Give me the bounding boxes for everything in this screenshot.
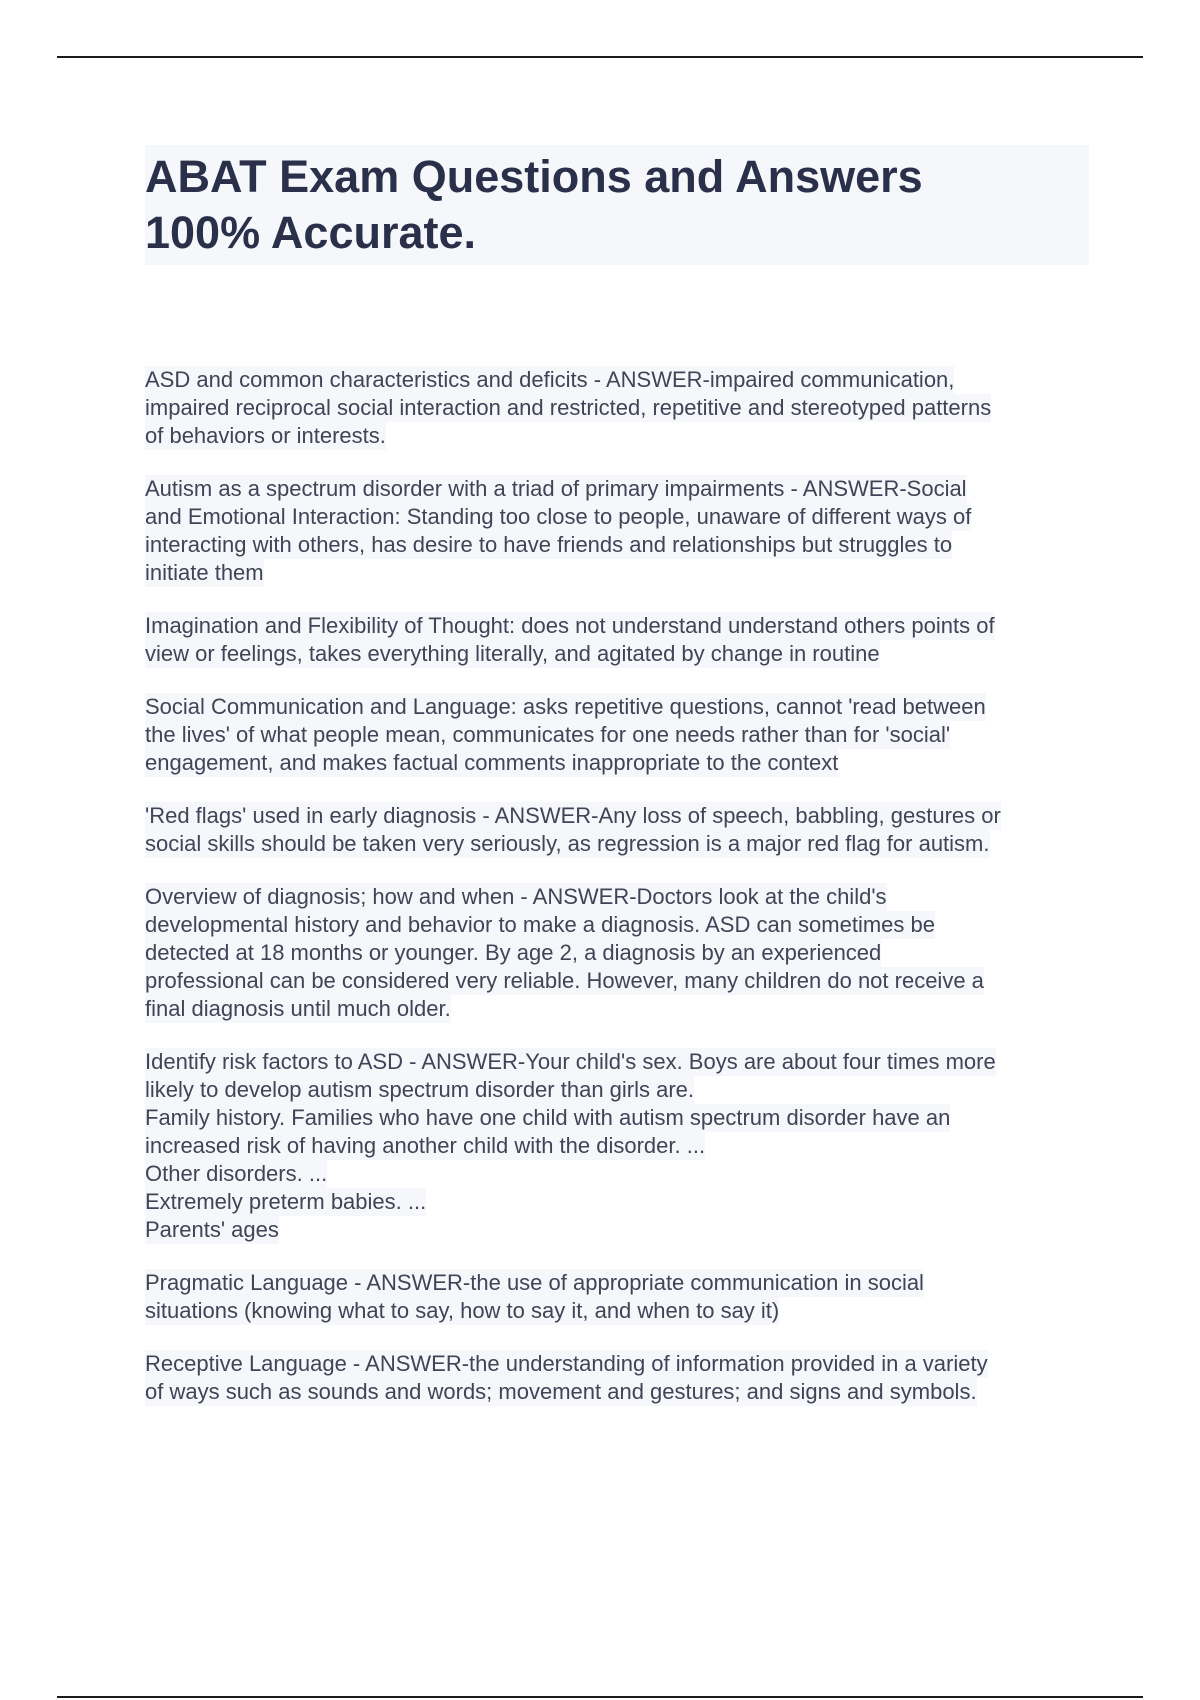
text-line: Imagination and Flexibility of Thought: does not understand understand others points of	[145, 613, 995, 638]
text-line: final diagnosis until much older.	[145, 996, 451, 1021]
qa-entry-receptive-language	[145, 1350, 1095, 1406]
text-line: Family history. Families who have one child with autism spectrum disorder have an	[145, 1105, 951, 1130]
title-line-2: 100% Accurate.	[145, 207, 477, 258]
qa-entry-social-communication	[145, 693, 1095, 777]
text-line: Parents' ages	[145, 1217, 279, 1242]
text-line: interacting with others, has desire to have friends and relationships but struggles to	[145, 532, 953, 557]
text-line: Autism as a spectrum disorder with a triad of primary impairments - ANSWER-Social	[145, 476, 967, 501]
text-line: Receptive Language - ANSWER-the understanding of information provided in a variety	[145, 1351, 988, 1376]
qa-entry-imagination	[145, 612, 1095, 668]
qa-entry-risk-factors	[145, 1048, 1095, 1244]
text-line: view or feelings, takes everything literally, and agitated by change in routine	[145, 641, 880, 666]
text-line: Other disorders. ...	[145, 1161, 328, 1186]
text-line: and Emotional Interaction: Standing too close to people, unaware of different ways of	[145, 504, 972, 529]
qa-entry-pragmatic-language	[145, 1269, 1095, 1325]
text-line: Overview of diagnosis; how and when - ANSWER-Doctors look at the child's	[145, 884, 887, 909]
text-line: engagement, and makes factual comments inappropriate to the context	[145, 750, 839, 775]
text-line: initiate them	[145, 560, 264, 585]
text-line: developmental history and behavior to make a diagnosis. ASD can sometimes be	[145, 912, 935, 937]
text-line: 'Red flags' used in early diagnosis - ANSWER-Any loss of speech, babbling, gestures or	[145, 803, 1001, 828]
qa-list	[145, 366, 1095, 1431]
text-line: Identify risk factors to ASD - ANSWER-Your child's sex. Boys are about four times more	[145, 1049, 996, 1074]
text-line: increased risk of having another child with the disorder. ...	[145, 1133, 706, 1158]
qa-entry-asd-characteristics	[145, 366, 1095, 450]
text-line: of behaviors or interests.	[145, 423, 386, 448]
qa-entry-spectrum-disorder	[145, 475, 1095, 587]
text-line: of ways such as sounds and words; movement and gestures; and signs and symbols.	[145, 1379, 977, 1404]
title-line-1: ABAT Exam Questions and Answers	[145, 151, 923, 202]
text-line: the lives' of what people mean, communicates for one needs rather than for 'social'	[145, 722, 951, 747]
text-line: Social Communication and Language: asks repetitive questions, cannot 'read between	[145, 694, 986, 719]
text-line: detected at 18 months or younger. By age 2, a diagnosis by an experienced	[145, 940, 882, 965]
text-line: social skills should be taken very seriously, as regression is a major red flag for autism.	[145, 831, 990, 856]
text-line: ASD and common characteristics and deficits - ANSWER-impaired communication,	[145, 367, 955, 392]
text-line: likely to develop autism spectrum disorder than girls are.	[145, 1077, 695, 1102]
text-line: professional can be considered very reliable. However, many children do not receive a	[145, 968, 984, 993]
bottom-rule	[57, 1696, 1143, 1698]
text-line: Extremely preterm babies. ...	[145, 1189, 427, 1214]
text-line: impaired reciprocal social interaction and restricted, repetitive and stereotyped patterns	[145, 395, 992, 420]
qa-entry-diagnosis-overview	[145, 883, 1095, 1023]
top-rule	[57, 56, 1143, 58]
text-line: Pragmatic Language - ANSWER-the use of appropriate communication in social	[145, 1270, 924, 1295]
document-title	[145, 145, 1089, 265]
text-line: situations (knowing what to say, how to say it, and when to say it)	[145, 1298, 780, 1323]
qa-entry-red-flags	[145, 802, 1095, 858]
